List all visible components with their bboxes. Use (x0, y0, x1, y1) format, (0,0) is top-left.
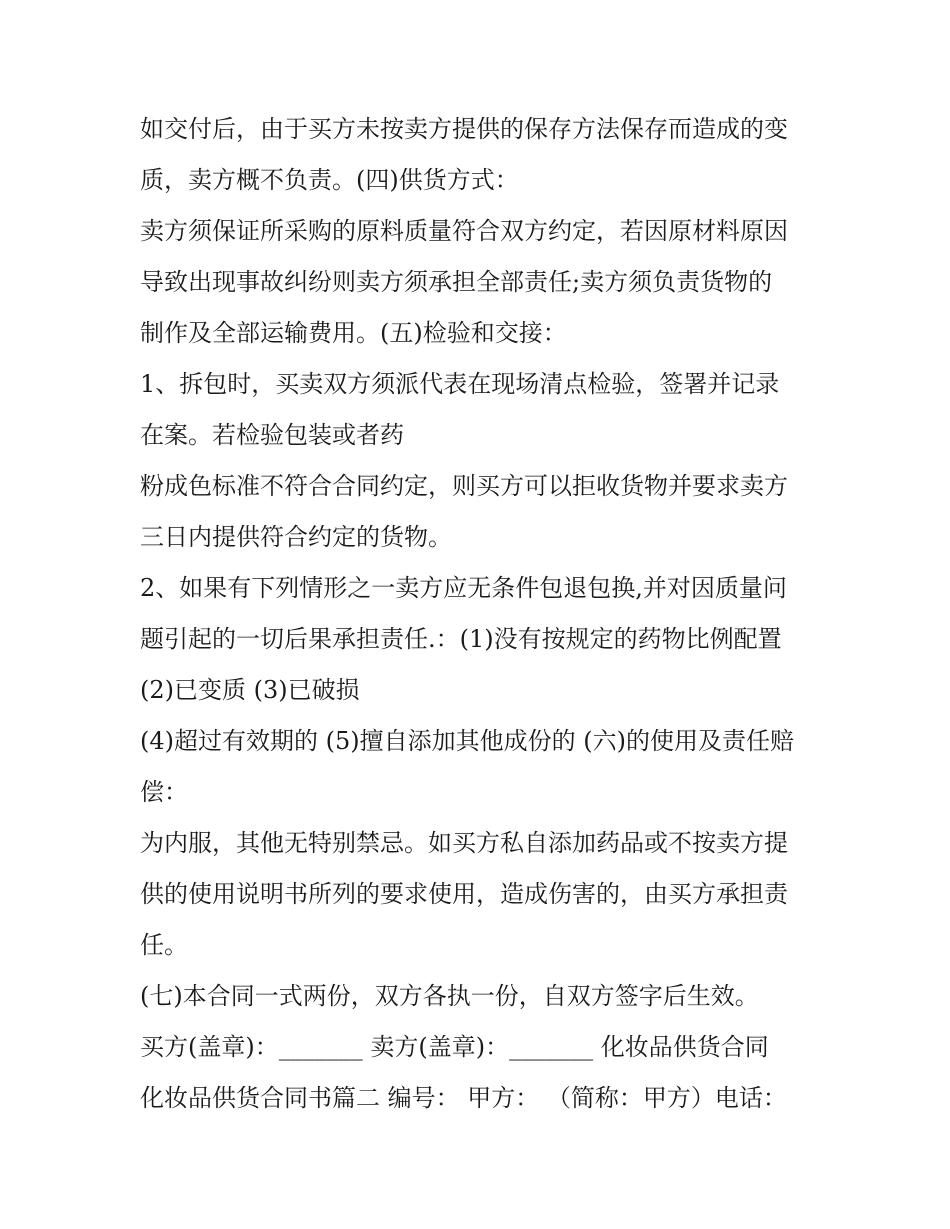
text-line: 供的使用说明书所列的要求使用，造成伤害的，由买方承担责 (140, 880, 788, 908)
text-line: 为内服，其他无特别禁忌。如买方私自添加药品或不按卖方提 (140, 829, 788, 857)
text-line: 如交付后，由于买方未按卖方提供的保存方法保存而造成的变 (140, 115, 788, 143)
text-line: (2)已变质 (3)已破损 (140, 676, 360, 704)
text-line: 题引起的一切后果承担责任.：(1)没有按规定的药物比例配置 (140, 625, 782, 653)
text-line: 导致出现事故纠纷则卖方须承担全部责任;卖方须负责货物的 (140, 268, 773, 296)
text-line: 1、拆包时，买卖双方须派代表在现场清点检验，签署并记录 (140, 370, 780, 398)
text-line: 2、如果有下列情形之一卖方应无条件包退包换,并对因质量问 (140, 574, 787, 602)
text-line: 买方(盖章)：_______ 卖方(盖章)：_______ 化妆品供货合同 (140, 1033, 769, 1061)
text-line: 粉成色标准不符合合同约定，则买方可以拒收货物并要求卖方 (140, 472, 788, 500)
text-line: 任。 (140, 931, 188, 959)
text-line: 化妆品供货合同书篇二 编号： 甲方： （简称：甲方）电话： (140, 1084, 787, 1112)
text-line: 三日内提供符合约定的货物。 (140, 523, 452, 551)
text-line: 制作及全部运输费用。(五)检验和交接： (140, 319, 567, 347)
text-line: 卖方须保证所采购的原料质量符合双方约定，若因原材料原因 (140, 217, 788, 245)
text-line: 偿： (140, 778, 188, 806)
text-line: 质，卖方概不负责。(四)供货方式： (140, 166, 519, 194)
text-line: 在案。若检验包装或者药 (140, 421, 404, 449)
text-line: (4)超过有效期的 (5)擅自添加其他成份的 (六)的使用及责任赔 (140, 727, 794, 755)
text-line: (七)本合同一式两份，双方各执一份，自双方签字后生效。 (140, 982, 759, 1010)
